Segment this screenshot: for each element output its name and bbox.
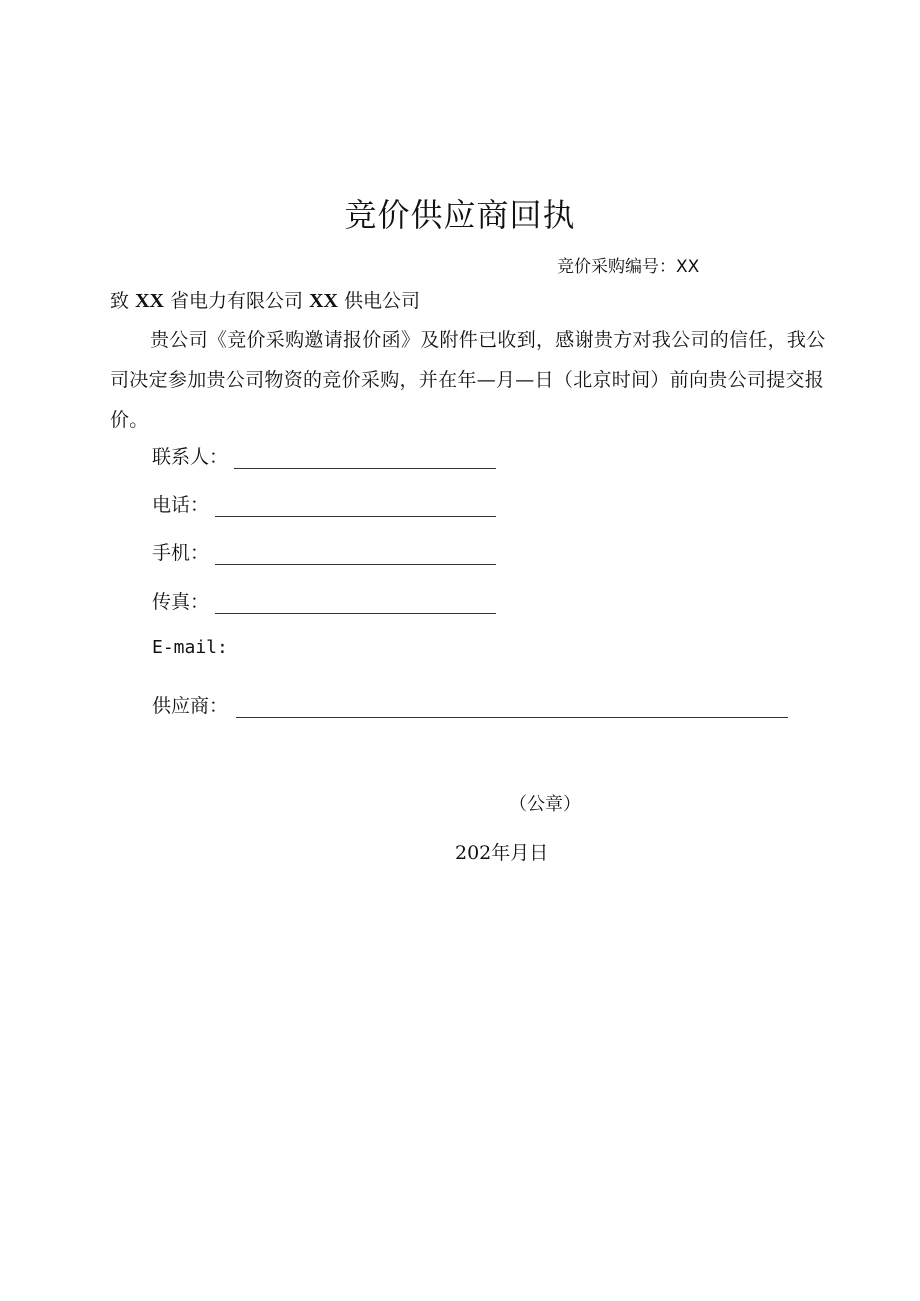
fax-field[interactable]	[152, 587, 496, 614]
fax-blank[interactable]	[215, 593, 496, 614]
signature-date: 202年月日	[455, 842, 549, 864]
procurement-code: 竞价采购编号：XX	[557, 257, 700, 277]
phone-label: 电话：	[152, 494, 210, 516]
addressee-middle: 省电力有限公司	[170, 290, 304, 312]
supplier-field[interactable]	[152, 691, 788, 718]
contact-blank[interactable]	[234, 448, 496, 469]
phone-blank[interactable]	[215, 496, 496, 517]
addressee-prefix: 致	[110, 290, 130, 312]
mobile-label: 手机：	[152, 542, 210, 564]
document-title: 竞价供应商回执	[344, 196, 576, 234]
mobile-field[interactable]	[152, 538, 496, 565]
supplier-blank[interactable]	[236, 697, 788, 718]
email-label: E-mail:	[152, 637, 228, 658]
phone-field[interactable]	[152, 490, 496, 517]
supplier-label: 供应商：	[152, 695, 229, 717]
addressee-placeholder-city: XX	[309, 290, 338, 312]
addressee-suffix: 供电公司	[344, 290, 421, 312]
fax-label: 传真：	[152, 591, 210, 613]
contact-label: 联系人：	[152, 446, 229, 468]
mobile-blank[interactable]	[215, 544, 496, 565]
official-seal-note: （公章）	[509, 794, 581, 815]
body-paragraph: 贵公司《竞价采购邀请报价函》及附件已收到，感谢贵方对我公司的信任，我公司决定参加贵公司物资的竞价采购，并在年—月—日（北京时间）前向贵公司提交报价。	[110, 329, 826, 431]
addressee-line	[110, 286, 420, 313]
contact-field[interactable]	[152, 442, 496, 469]
addressee-placeholder-province: XX	[135, 290, 164, 312]
email-field[interactable]	[152, 637, 228, 658]
